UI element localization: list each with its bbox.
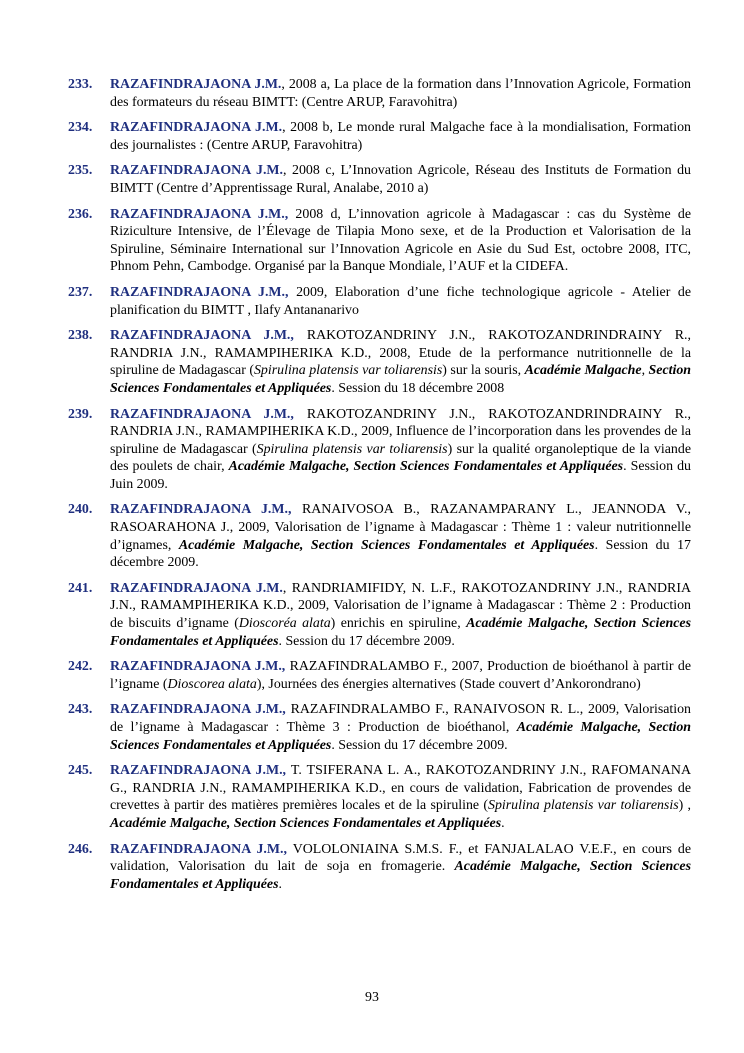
species-name: Dioscorea alata (167, 676, 257, 692)
reference-entry (68, 162, 691, 197)
reference-detail: . (278, 876, 282, 892)
reference-detail: . Session du 17 décembre 2009. (331, 737, 508, 753)
reference-detail: ) , (678, 798, 691, 814)
species-name: Spirulina platensis var toliarensis (253, 363, 443, 379)
reference-text (110, 327, 691, 397)
publication-venue: Académie Malgache, Section Sciences Fondamentales et Appliquées (228, 459, 624, 475)
reference-author: RAZAFINDRAJAONA J.M., (110, 702, 286, 718)
reference-detail: . Session du 17 décembre 2009. (110, 537, 691, 571)
reference-text (110, 406, 691, 494)
reference-entry (68, 284, 691, 319)
reference-number: 239. (68, 406, 93, 422)
reference-detail: . Session du Juin 2009. (110, 459, 691, 492)
reference-entry (68, 841, 691, 894)
reference-number: 242. (68, 659, 93, 675)
reference-entry (68, 658, 691, 693)
reference-entry (68, 206, 691, 276)
publication-venue: Académie Malgache, Section Sciences Fondamentales et Appliquées (178, 537, 595, 553)
reference-detail: ), Journées des énergies alternatives (Stade couvert d’Ankorondrano) (256, 676, 641, 692)
reference-entry (68, 327, 691, 397)
reference-text (110, 762, 691, 832)
reference-author: RAZAFINDRAJAONA J.M., (110, 284, 289, 300)
reference-text (110, 501, 691, 571)
reference-text (110, 701, 691, 754)
species-name: Spirulina platensis var toliarensis (488, 798, 679, 814)
reference-detail: , 2008 c, L’Innovation Agricole, Réseau des Instituts de Formation du BIMTT (Centre d’Apprentissage Rural, Analabe, 2010 a) (110, 163, 691, 196)
reference-entry (68, 501, 691, 571)
publication-venue: Académie Malgache (524, 363, 642, 379)
reference-number: 246. (68, 841, 93, 857)
reference-number: 234. (68, 120, 93, 136)
reference-detail: 2009, Elaboration d’une fiche technologique agricole - Atelier de planification du BIMTT , Ilafy Antananarivo (110, 284, 691, 318)
reference-detail: VOLOLONIAINA S.M.S. F., et FANJALALAO V.E.F., en cours de validation, Valorisation du lait de soja en fromagerie. (110, 841, 691, 875)
reference-number: 245. (68, 763, 93, 779)
reference-detail: ) enrichis en spiruline, (330, 616, 467, 632)
species-name: Spirulina platensis var toliarensis (256, 441, 448, 457)
reference-number: 243. (68, 702, 93, 718)
reference-number: 241. (68, 580, 93, 596)
publication-venue: Académie Malgache, Section Sciences Fondamentales et Appliquées (110, 815, 502, 831)
publication-venue: Académie Malgache, Section Sciences Fondamentales et Appliquées (110, 720, 692, 753)
reference-detail: T. TSIFERANA L. A., RAKOTOZANDRINY J.N., RAFOMANANA G., RANDRIA J.N., RAMAMPIHERIKA K.D., en cours de validation, Fabrication de provendes de crevettes à partir des matières premières locales et de la spiruline ( (110, 763, 691, 814)
reference-entry (68, 406, 691, 494)
reference-number: 236. (68, 206, 93, 222)
reference-entry (68, 76, 691, 111)
reference-author: RAZAFINDRAJAONA J.M., (110, 406, 294, 422)
species-name: Dioscoréa alata (238, 616, 331, 632)
reference-author: RAZAFINDRAJAONA J.M. (110, 580, 283, 596)
reference-detail: . (501, 815, 505, 831)
reference-list (68, 76, 691, 901)
reference-text (110, 206, 691, 276)
reference-author: RAZAFINDRAJAONA J.M., (110, 841, 287, 857)
reference-detail: . Session du 17 décembre 2009. (278, 633, 455, 649)
reference-detail: , 2008 a, La place de la formation dans l’Innovation Agricole, Formation des formateurs du réseau BIMTT: (Centre ARUP, Faravohitra) (110, 77, 691, 110)
reference-text (110, 162, 691, 197)
page-number: 93 (365, 990, 379, 1005)
reference-detail: ) sur la qualité organoleptique de la viande des poulets de chair, (110, 441, 691, 475)
reference-number: 238. (68, 328, 93, 344)
reference-author: RAZAFINDRAJAONA J.M., (110, 206, 289, 222)
reference-entry (68, 119, 691, 154)
reference-detail: RAKOTOZANDRINY J.N., RAKOTOZANDRINDRAINY R., RANDRIA J.N., RAMAMPIHERIKA K.D., 2008, Etude de la performance nutritionnelle de la spiruline de Madagascar ( (110, 328, 691, 379)
publication-venue: Académie Malgache, Section Sciences Fondamentales et Appliquées (110, 859, 691, 892)
reference-detail: 2008 d, L’innovation agricole à Madagascar : cas du Système de Riziculture Intensive, de l’Élevage de Tilapia Mono sexe, et de la Production et Valorisation de la Spiruline, Séminaire International sur l’Innovation Agricole en Asie du Sud Est, octobre 2008, ITC, Phnom Pehn, Cambodge. Organisé par la Banque Mondiale, l’AUF et la CIDEFA. (110, 206, 692, 275)
publication-venue: Académie Malgache, Section Sciences Fondamentales et Appliquées (110, 616, 691, 649)
reference-number: 235. (68, 163, 93, 179)
reference-number: 240. (68, 502, 93, 518)
reference-detail: , RANDRIAMIFIDY, N. L.F., RAKOTOZANDRINY J.N., RANDRIA J.N., RAMAMPIHERIKA K.D., 2009, Valorisation de l’igname à Madagascar : Thème 2 : Production de biscuits d’igname ( (110, 580, 691, 632)
reference-text (110, 580, 691, 650)
reference-entry (68, 762, 691, 832)
reference-author: RAZAFINDRAJAONA J.M. (110, 163, 284, 179)
reference-detail: , 2008 b, Le monde rural Malgache face à la mondialisation, Formation des journalistes : (Centre ARUP, Faravohitra) (110, 120, 691, 153)
reference-detail: . Session du 18 décembre 2008 (331, 380, 505, 396)
reference-text (110, 284, 691, 319)
reference-entry (68, 701, 691, 754)
reference-text (110, 841, 691, 894)
reference-detail: ) sur la souris, (442, 363, 525, 379)
reference-detail: RAZAFINDRALAMBO F., RANAIVOSON R. L., 2009, Valorisation de l’igname à Madagascar : Thème 3 : Production de bioéthanol, (110, 702, 691, 735)
reference-author: RAZAFINDRAJAONA J.M., (110, 328, 294, 344)
reference-author: RAZAFINDRAJAONA J.M. (110, 120, 283, 136)
reference-author: RAZAFINDRAJAONA J.M. (110, 77, 282, 92)
reference-detail: , (641, 363, 649, 379)
reference-entry (68, 580, 691, 650)
reference-text (110, 658, 691, 693)
reference-detail: RAKOTOZANDRINY J.N., RAKOTOZANDRINDRAINY R., RANDRIA J.N., RAMAMPIHERIKA K.D., 2009, Influence de l’incorporation dans les provendes de la spiruline de Madagascar ( (110, 406, 691, 457)
reference-author: RAZAFINDRAJAONA J.M., (110, 659, 286, 675)
reference-text (110, 76, 691, 111)
reference-number: 237. (68, 284, 93, 300)
reference-author: RAZAFINDRAJAONA J.M., (110, 502, 292, 518)
publication-venue: Section Sciences Fondamentales et Appliquées (110, 363, 691, 396)
reference-detail: RANAIVOSOA B., RAZANAMPARANY L., JEANNODA V., RASOARAHONA J., 2009, Valorisation de l’igname à Madagascar : Thème 1 : valeur nutritionnelle d’ignames, (110, 502, 691, 553)
reference-detail: RAZAFINDRALAMBO F., 2007, Production de bioéthanol à partir de l’igname ( (110, 659, 691, 692)
reference-author: RAZAFINDRAJAONA J.M., (110, 763, 287, 779)
reference-number: 233. (68, 77, 93, 92)
reference-text (110, 119, 691, 154)
